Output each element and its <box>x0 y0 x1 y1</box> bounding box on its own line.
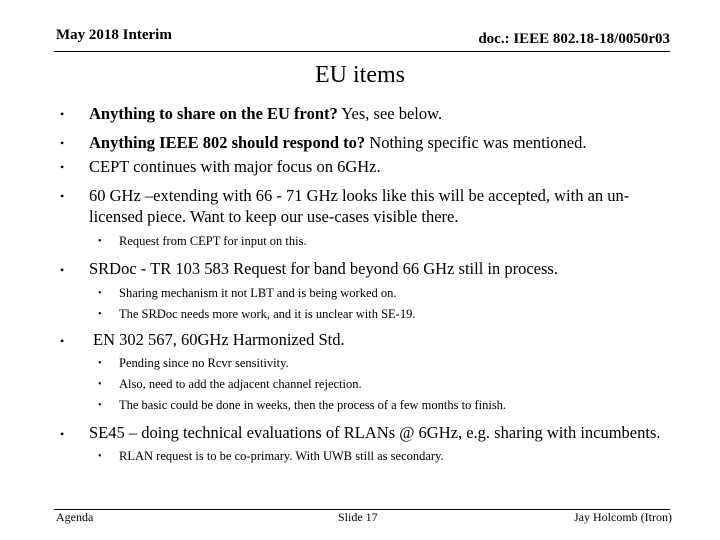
sub-list-item: Also, need to add the adjacent channel rejection. <box>119 377 362 391</box>
sub-list-item: The basic could be done in weeks, then the process of a few months to finish. <box>119 398 507 412</box>
list-item <box>89 104 442 124</box>
slide-title: EU items <box>315 62 405 88</box>
sub-list-item: Sharing mechanism it not LBT and is being worked on. <box>119 286 397 300</box>
footer-agenda: Agenda <box>56 510 94 524</box>
list-item: CEPT continues with major focus on 6GHz. <box>89 157 381 176</box>
item-bold-text: Anything to share on the EU front? <box>89 104 338 123</box>
sub-list-item: The SRDoc needs more work, and it is unclear with SE-19. <box>119 307 416 321</box>
item-text: Yes, see below. <box>337 104 443 123</box>
sub-bullet-marker: • <box>98 236 102 247</box>
sub-bullet-marker: • <box>98 400 102 411</box>
sub-list-item: RLAN request is to be co-primary. With UWB still as secondary. <box>119 449 444 463</box>
list-item: SRDoc - TR 103 583 Request for band beyond 66 GHz still in process. <box>89 259 558 278</box>
sub-bullet-marker: • <box>98 309 102 320</box>
bullet-marker: • <box>60 334 65 348</box>
footer-author: Jay Holcomb (Itron) <box>574 510 672 524</box>
list-item: EN 302 567, 60GHz Harmonized Std. <box>93 330 345 349</box>
bullet-marker: • <box>60 107 65 121</box>
bullet-marker: • <box>60 160 65 174</box>
list-item: 60 GHz –extending with 66 - 71 GHz looks like this will be accepted, with an un- <box>89 186 630 205</box>
bullet-marker: • <box>60 189 65 203</box>
item-bold-text: Anything IEEE 802 should respond to? <box>89 133 366 152</box>
sub-list-item: Pending since no Rcvr sensitivity. <box>119 356 289 370</box>
list-item-continuation: licensed piece. Want to keep our use-cases visible there. <box>89 207 459 226</box>
sub-list-item: Request from CEPT for input on this. <box>119 234 307 248</box>
sub-bullet-marker: • <box>98 288 102 299</box>
list-item <box>89 133 587 153</box>
header-doc-id: doc.: IEEE 802.18-18/0050r03 <box>478 31 670 47</box>
sub-bullet-marker: • <box>98 451 102 462</box>
header-date: May 2018 Interim <box>56 27 172 43</box>
item-text: Nothing specific was mentioned. <box>365 133 587 152</box>
list-item: SE45 – doing technical evaluations of RLANs @ 6GHz, e.g. sharing with incumbents. <box>89 423 661 442</box>
bullet-marker: • <box>60 263 65 277</box>
header-rule <box>54 51 670 52</box>
bullet-marker: • <box>60 427 65 441</box>
sub-bullet-marker: • <box>98 358 102 369</box>
footer-slide-number: Slide 17 <box>338 510 378 524</box>
sub-bullet-marker: • <box>98 379 102 390</box>
bullet-marker: • <box>60 136 65 150</box>
